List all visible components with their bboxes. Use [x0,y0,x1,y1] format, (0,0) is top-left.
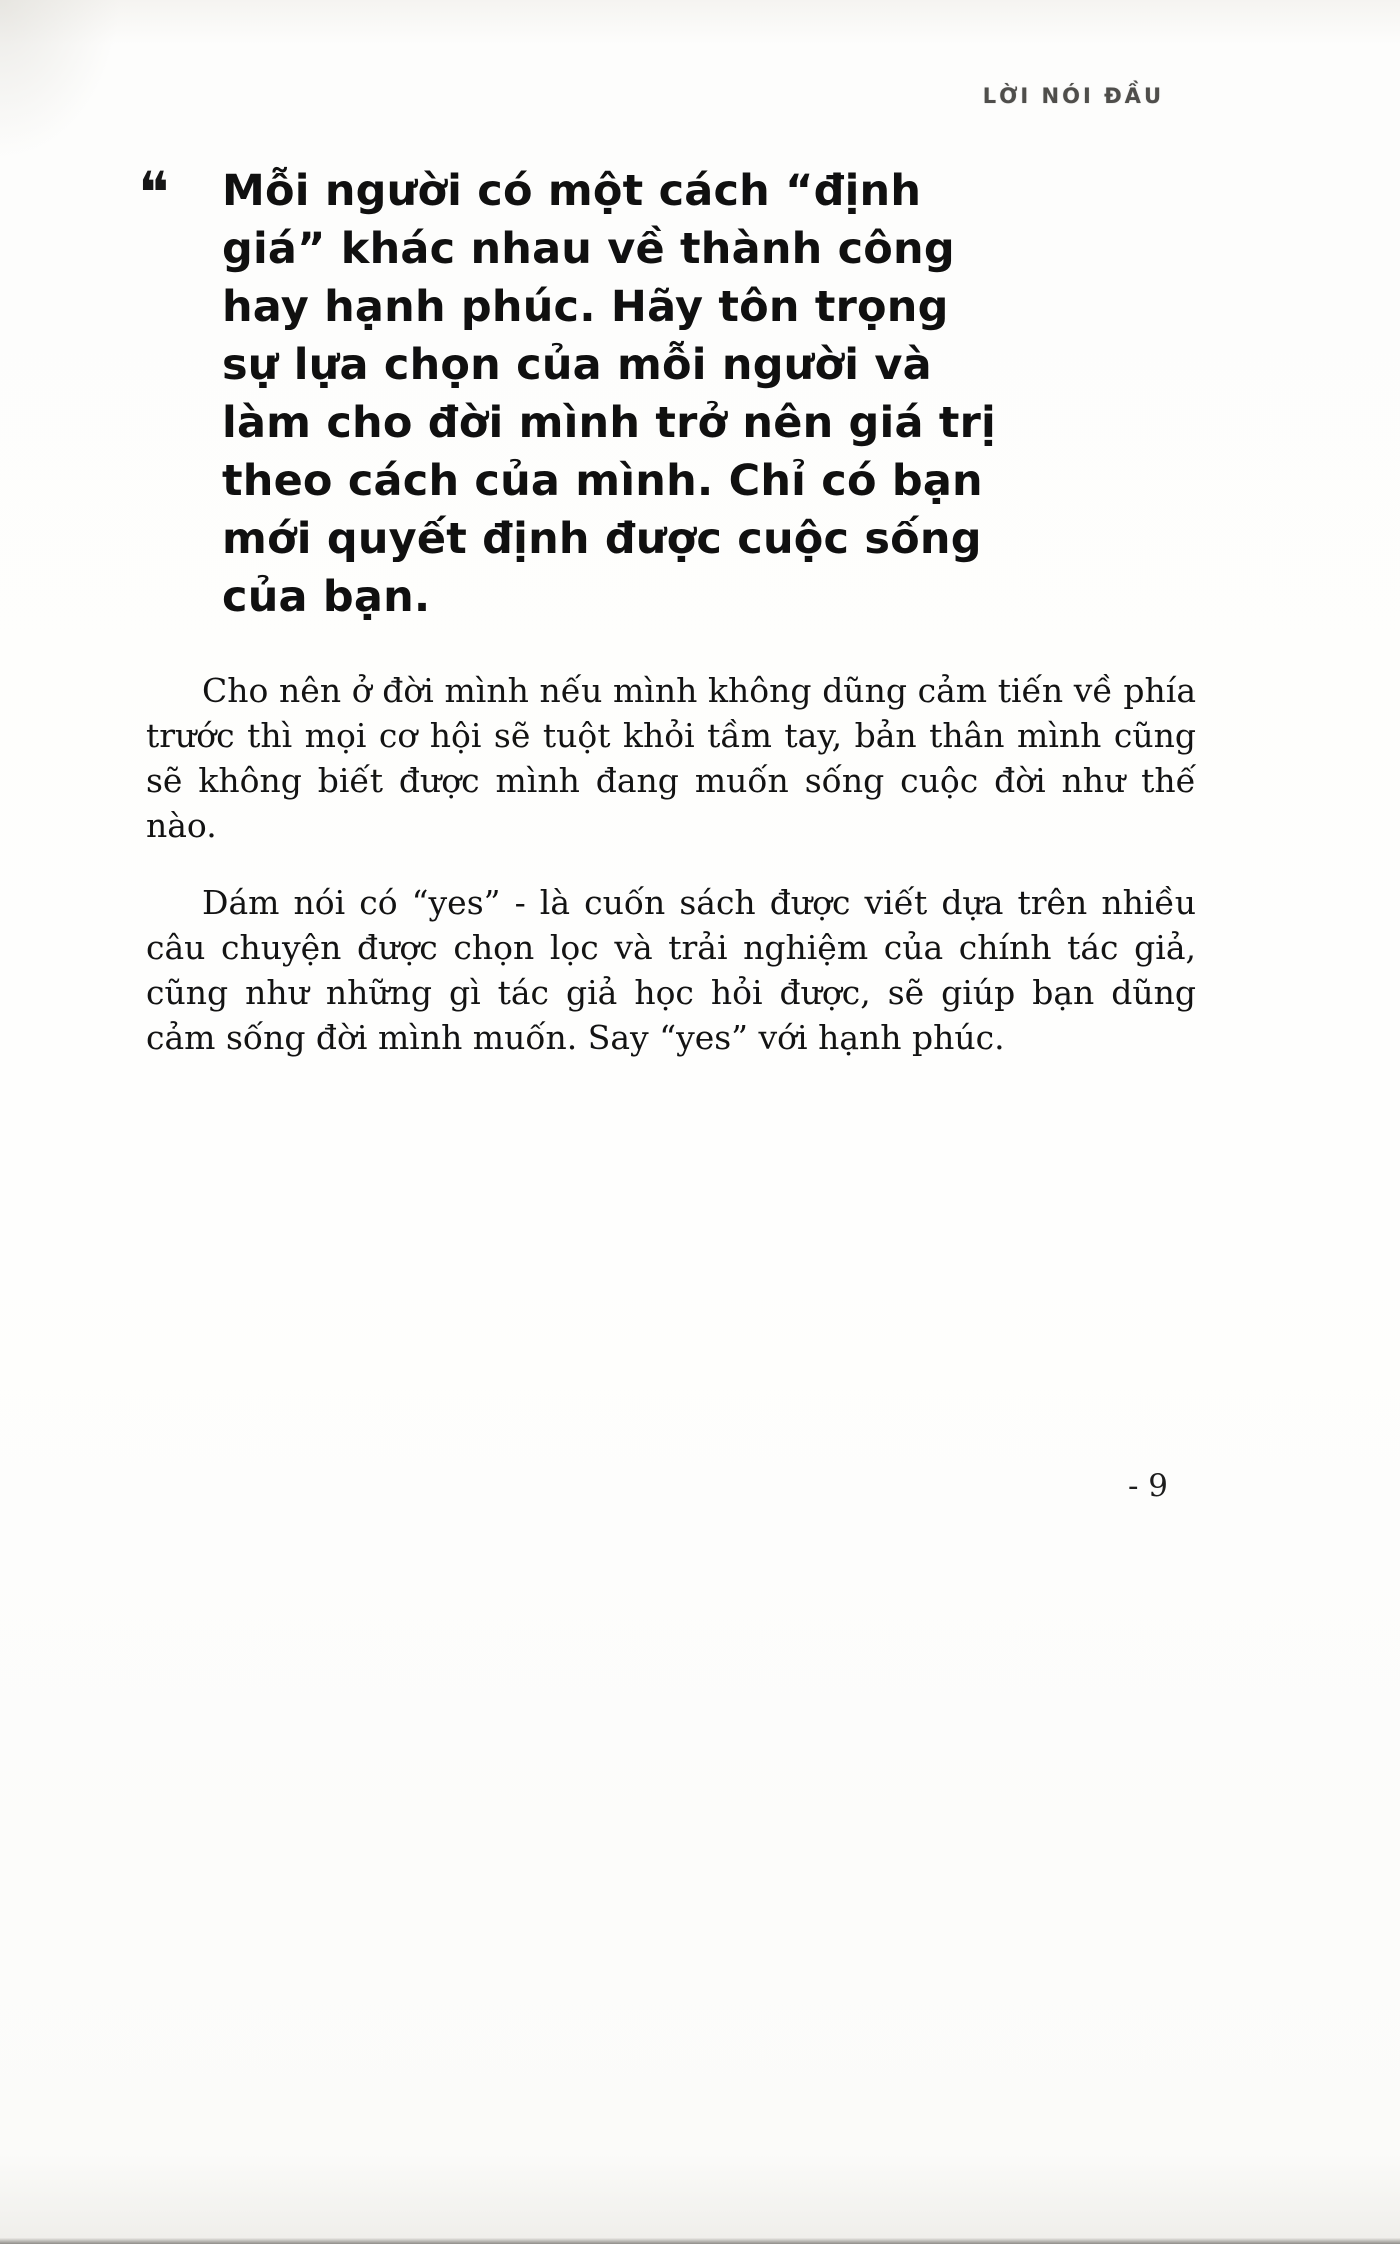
quote-text [222,162,1213,626]
body-paragraph: Dám nói có “yes” - là cuốn sách được viết dựa trên nhiều câu chuyện được chọn lọc và trải nghiệm của chính tác giả, cũng như những gì tác giả học hỏi được, sẽ giúp bạn dũng cảm sống đời mình muốn. Say “yes” với hạnh phúc. [146,883,1196,1057]
body-text [146,668,1196,1092]
quote-line: làm cho đời mình trở nên giá trị [222,398,996,448]
pull-quote [138,159,1213,626]
quote-line: theo cách của mình. Chỉ có bạn [222,456,983,506]
quote-line: hay hạnh phúc. Hãy tôn trọng [222,282,949,332]
quote-line: giá” khác nhau về thành công [222,224,955,274]
quote-line: của bạn. [222,572,431,622]
page-number: - 9 [1127,1468,1168,1504]
body-paragraph: Cho nên ở đời mình nếu mình không dũng cảm tiến về phía trước thì mọi cơ hội sẽ tuột khỏi tầm tay, bản thân mình cũng sẽ không biết được mình đang muốn sống cuộc đời như thế nào. [146,671,1196,845]
opening-double-quote-icon: ❝ [138,159,170,227]
quote-line: sự lựa chọn của mỗi người và [222,340,932,390]
scan-edge [0,2238,1400,2244]
chapter-header: LỜI NÓI ĐẦU [982,84,1164,108]
quote-line: mới quyết định được cuộc sống [222,514,982,564]
quote-line: Mỗi người có một cách “định [222,166,922,216]
